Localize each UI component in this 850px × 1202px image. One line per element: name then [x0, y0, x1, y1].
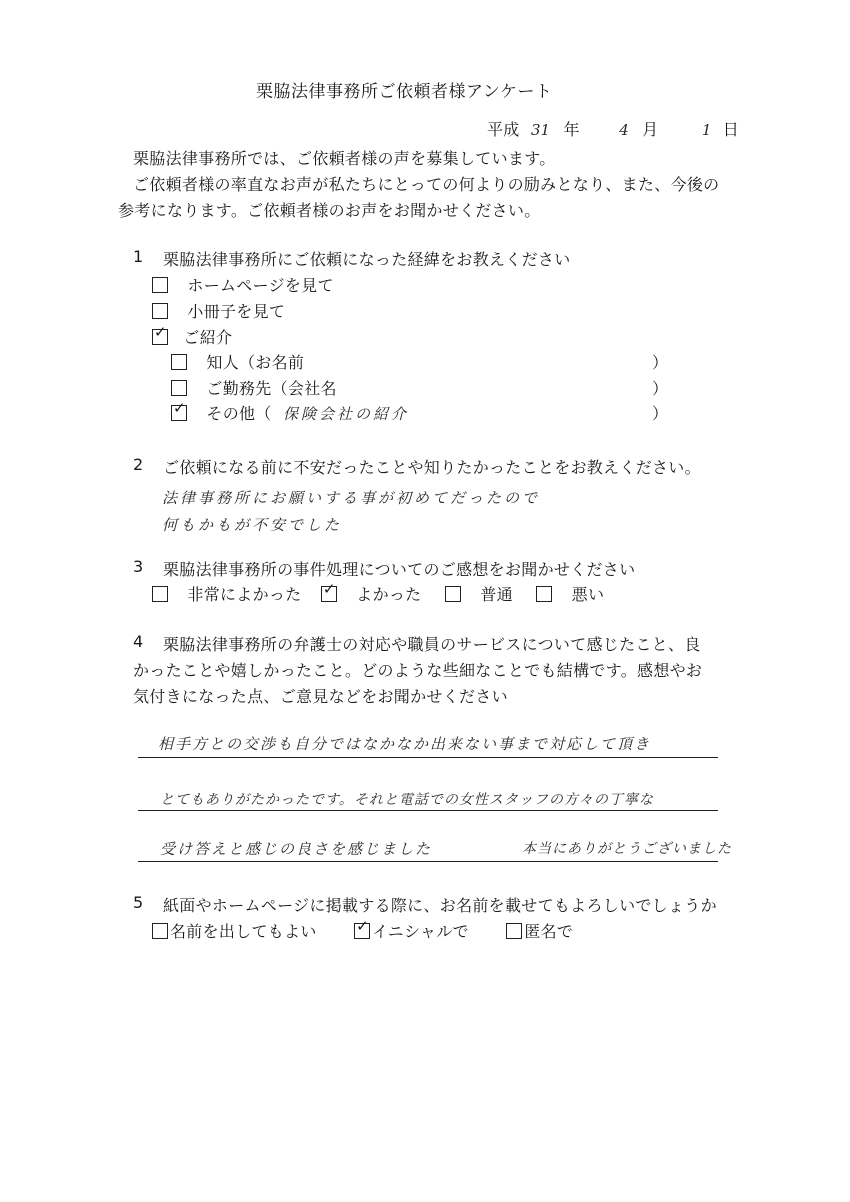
check-mark-icon: ✓: [356, 917, 369, 935]
q4-answer-line-1[interactable]: 相手方との交渉も自分ではなかなか出来ない事まで対応して頂き: [158, 735, 652, 753]
option-label: ご紹介: [183, 328, 233, 347]
answer-rule-1: [138, 757, 718, 758]
date-day-value[interactable]: 1: [701, 121, 712, 139]
option-label: ご勤務先（会社名: [206, 379, 337, 398]
checkbox[interactable]: [321, 580, 337, 602]
q1-number: 1: [133, 247, 144, 266]
q5-number: 5: [133, 893, 144, 912]
q3-option-good[interactable]: [321, 580, 427, 604]
option-label: 非常によかった: [187, 585, 302, 604]
q2-answer-line-1[interactable]: 法律事務所にお願いする事が初めてだったので: [162, 489, 541, 507]
q4-answer-line-3a[interactable]: 受け答えと感じの良さを感じました: [160, 840, 433, 858]
q3-options: [152, 582, 604, 605]
date-era: 平成: [487, 120, 520, 139]
answer-rule-3: [138, 861, 718, 862]
intro-line-3: 参考になります。ご依頼者様のお声をお聞かせください。: [118, 201, 541, 220]
q1-option-homepage[interactable]: [152, 273, 334, 296]
checkbox[interactable]: [171, 354, 187, 370]
q3-question: 栗脇法律事務所の事件処理についてのご感想をお聞かせください: [163, 560, 636, 579]
q4-question-line-2: かったことや嬉しかったこと。どのような些細なことでも結構です。感想やお: [133, 661, 703, 680]
option-label: 普通: [480, 585, 513, 604]
date-month-label: 月: [642, 120, 659, 139]
q1-sub-employer[interactable]: [171, 376, 337, 399]
checkbox[interactable]: [152, 923, 168, 939]
checkbox[interactable]: [171, 399, 187, 421]
other-handwritten-value[interactable]: 保険会社の紹介: [282, 405, 409, 423]
checkbox[interactable]: [171, 380, 187, 396]
q4-question-line-3: 気付きになった点、ご意見などをお聞かせください: [133, 687, 508, 706]
date-year-label: 年: [563, 120, 580, 139]
q3-option-bad[interactable]: [536, 585, 604, 604]
q4-number: 4: [133, 632, 144, 651]
q3-option-very-good[interactable]: [152, 585, 307, 604]
q1-sub-employer-close: ）: [652, 379, 669, 398]
date-day-label: 日: [722, 120, 740, 139]
date-year-value[interactable]: 31: [531, 121, 551, 139]
checkbox[interactable]: [506, 923, 522, 939]
checkbox[interactable]: [152, 303, 168, 319]
q1-option-referral[interactable]: [152, 325, 232, 348]
date-line: [487, 117, 739, 140]
option-label: 悪い: [571, 585, 605, 604]
q1-question: 栗脇法律事務所にご依頼になった経緯をお教えください: [163, 250, 571, 269]
q5-option-anonymous[interactable]: [506, 922, 573, 941]
q1-sub-other-close: ）: [652, 404, 669, 423]
q3-option-normal[interactable]: [445, 585, 518, 604]
q3-number: 3: [133, 557, 144, 576]
q1-sub-acquaintance[interactable]: [171, 350, 304, 373]
option-label: 名前を出してもよい: [170, 922, 317, 941]
checkbox[interactable]: [152, 277, 168, 293]
checkbox[interactable]: [152, 586, 168, 602]
q2-number: 2: [133, 455, 144, 474]
q2-answer-line-2[interactable]: 何もかもが不安でした: [162, 516, 343, 534]
option-label: イニシャルで: [372, 922, 469, 941]
check-mark-icon: ✓: [173, 399, 186, 417]
check-mark-icon: ✓: [154, 323, 167, 341]
q4-question-line-1: 栗脇法律事務所の弁護士の対応や職員のサービスについて感じたこと、良: [163, 635, 701, 654]
q5-options: [152, 919, 573, 942]
date-month-value[interactable]: 4: [619, 121, 629, 139]
checkbox[interactable]: [536, 586, 552, 602]
checkbox[interactable]: [152, 323, 168, 345]
checkbox[interactable]: [354, 917, 370, 939]
q1-sub-other[interactable]: [171, 401, 409, 424]
option-label: ホームページを見て: [187, 276, 334, 295]
q4-answer-line-2[interactable]: とてもありがたかったです。それと電話での女性スタッフの方々の丁寧な: [160, 792, 654, 808]
q2-question: ご依頼になる前に不安だったことや知りたかったことをお教えください。: [163, 458, 701, 477]
q5-option-name[interactable]: [152, 922, 322, 941]
q1-sub-acquaintance-close: ）: [652, 353, 669, 372]
q5-question: 紙面やホームページに掲載する際に、お名前を載せてもよろしいでしょうか: [163, 896, 717, 915]
option-label: 匿名で: [524, 922, 574, 941]
checkbox[interactable]: [445, 586, 461, 602]
intro-line-2: ご依頼者様の率直なお声が私たちにとっての何よりの励みとなり、また、今後の: [133, 175, 720, 194]
option-label: 小冊子を見て: [187, 302, 286, 321]
option-label: その他（: [206, 404, 272, 423]
option-label: 知人（お名前: [206, 353, 305, 372]
check-mark-icon: ✓: [322, 580, 336, 598]
q1-option-booklet[interactable]: [152, 299, 285, 322]
option-label: よかった: [356, 585, 422, 604]
page-title: 栗脇法律事務所ご依頼者様アンケート: [256, 82, 553, 102]
intro-line-1: 栗脇法律事務所では、ご依頼者様の声を募集しています。: [133, 149, 556, 168]
q5-option-initials[interactable]: [354, 917, 474, 941]
answer-rule-2: [138, 810, 718, 811]
q4-answer-line-3b[interactable]: 本当にありがとうございました: [522, 841, 732, 857]
